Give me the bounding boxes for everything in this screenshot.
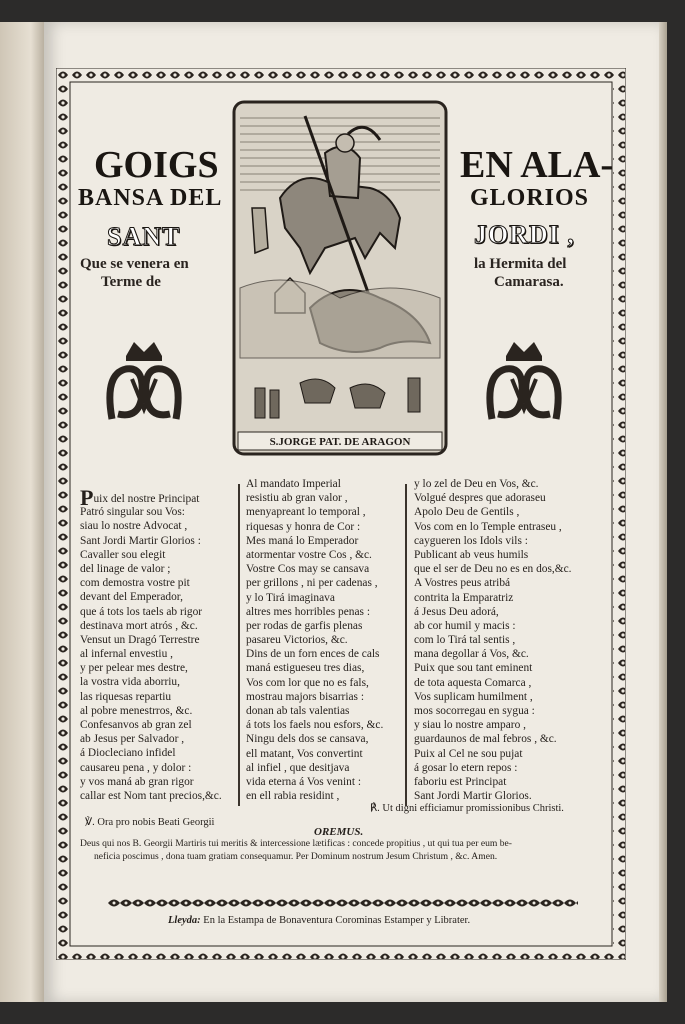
verse-line: Vos com lor que no es fals,: [246, 676, 369, 689]
verse-line: las riquesas repartiu: [80, 690, 172, 703]
verse-line: devant del Emperador,: [80, 591, 183, 604]
title-sant: SANT: [107, 222, 181, 251]
verse-line: com lo Tirá tal sentis ,: [414, 634, 516, 647]
verse-line: del linage de valor ;: [80, 562, 171, 575]
verse-line: que el ser de Deu no es en dos,&c.: [414, 563, 572, 576]
verse-line: Apolo Deu de Gentils ,: [414, 506, 520, 519]
verse-line: resistiu ab gran valor ,: [246, 492, 348, 505]
verse-line: Volgué despres que adoraseu: [414, 492, 546, 505]
verse-line: y vos maná ab gran rigor: [80, 775, 194, 788]
verse-line: y lo zel de Deu en Vos, &c.: [414, 478, 539, 490]
verse-line: ab cor humil y macis :: [414, 619, 516, 632]
verse-line: vida eterna á Vos venint :: [246, 775, 362, 788]
left-page-edge: [0, 22, 44, 1002]
subtitle-right-1: la Hermita del: [474, 256, 567, 272]
verse-line: per rodas de garfis plenas: [246, 619, 363, 632]
verse-line: Cavaller sou elegit: [80, 548, 166, 561]
verse-line: á tots los faels nou esfors, &c.: [246, 719, 384, 732]
verse-column-1: [80, 477, 222, 802]
verse-line: atormentar vostre Cos , &c.: [246, 548, 372, 561]
verse-line: Puix que sou tant eminent: [414, 662, 533, 675]
title-en-ala: EN ALA-: [460, 144, 614, 186]
verse-line: causareu pena , y dolor :: [80, 761, 192, 774]
verse-line: Mes maná lo Emperador: [246, 534, 359, 547]
verse-line: al infiel , que desitjava: [246, 761, 350, 774]
ornamental-rule: [108, 896, 578, 910]
verse-line: contrita la Emparatriz: [414, 591, 514, 604]
verse-line: Ningu dels dos se cansava,: [246, 733, 369, 746]
verse-line: altres mes horribles penas :: [246, 605, 370, 618]
title-bansa-del: BANSA DEL: [78, 185, 223, 211]
verse-line: Al mandato Imperial: [246, 478, 341, 490]
verse-line: de tota aquesta Comarca ,: [414, 676, 532, 689]
verse-line: Patró singular sou Vos:: [80, 506, 185, 519]
verse-line: Vos com en lo Temple entraseu ,: [414, 520, 562, 533]
verse-line: guardaunos de mal febros , &c.: [414, 733, 557, 746]
verse-line: A Vostres peus atribá: [414, 577, 511, 590]
verse-line: al pobre menestrros, &c.: [80, 704, 193, 717]
verse-line: Publicant ab veus humils: [414, 548, 529, 561]
verse-line: á Jesus Deu adorá,: [414, 605, 499, 618]
page-edge: [659, 22, 667, 1002]
verse-line: donan ab tals valentias: [246, 705, 350, 717]
verse-line: siau lo nostre Advocat ,: [80, 520, 188, 533]
crown-icon: [506, 342, 542, 356]
verse-line: Sant Jordi Martir Glorios.: [414, 790, 532, 803]
title-goigs: GOIGS: [94, 144, 219, 186]
verse-line: mos socorregau en sygua :: [414, 705, 535, 717]
saint-george-woodcut: [230, 98, 450, 460]
verse-line: com demostra vostre pit: [80, 577, 190, 590]
subtitle-right-2: Camarasa.: [494, 274, 564, 290]
column-divider: [238, 484, 240, 806]
verse-line: Confesanvos ab gran zel: [80, 719, 192, 731]
title-glorios: GLORIOS: [470, 185, 590, 211]
verse-line: en ell rabia residint ,: [246, 790, 340, 803]
verse-line: Vensut un Dragó Terrestre: [80, 633, 200, 646]
verse-line: que á tots los taels ab rigor: [80, 605, 203, 618]
verse-line: y siau lo nostre amparo ,: [414, 719, 526, 732]
versicle-line: ℣. Ora pro nobis Beati Georgii: [85, 817, 215, 828]
verse-line: menyapreant lo temporal ,: [246, 506, 366, 519]
column-divider: [405, 484, 407, 806]
crowned-monogram-right: [484, 334, 564, 424]
crown-icon: [126, 342, 162, 356]
title-jordi: JORDI ,: [474, 220, 575, 249]
verse-line: Dins de un forn ences de cals: [246, 648, 380, 661]
verse-column-3: [414, 477, 572, 803]
verse-line: Puix al Cel ne sou pujat: [414, 747, 523, 760]
verse-line: caygueren los Idols vils :: [414, 534, 528, 547]
verse-column-2: [246, 477, 384, 803]
verse-line: y per pelear mes destre,: [80, 662, 188, 675]
verse-line: al infernal envestiu ,: [80, 648, 173, 661]
verse-line: y lo Tirá imaginava: [246, 591, 335, 604]
verse-line: destinava mort atrós , &c.: [80, 619, 198, 632]
verse-line: pasareu Victorios, &c.: [246, 634, 348, 647]
verse-line: mostrau majors bisarrias :: [246, 690, 364, 703]
verse-line: mana degollar á Vos, &c.: [414, 648, 529, 661]
subtitle-left-1: Que se venera en: [80, 256, 189, 272]
response-line: ℟. Ut digni efficiamur promissionibus Christi.: [370, 803, 564, 814]
verse-line: per grillons , ni per cadenas ,: [246, 577, 378, 590]
subtitle-left-2: Terme de: [101, 274, 161, 290]
verse-line: faboriu est Principat: [414, 775, 507, 788]
imprint: Lleyda: En la Estampa de Bonaventura Corominas Estamper y Librater.: [168, 915, 471, 926]
verse-first-line: Puix del nostre Principat: [80, 485, 200, 510]
verse-line: maná estigueseu tres dias,: [246, 662, 365, 675]
drop-cap: P: [80, 485, 94, 510]
prayer-line-2: neficia poscimus , dona tuam gratiam consequamur. Per Dominum nostrum Jesum Christum , &c. Amen.: [94, 851, 498, 862]
verse-line: Vos suplicam humilment ,: [414, 690, 533, 703]
verse-line: riquesas y honra de Cor :: [246, 520, 361, 533]
verse-line: Vostre Cos may se cansava: [246, 563, 370, 576]
oremus-heading: OREMUS.: [314, 826, 364, 838]
verse-line: ab Jesus per Salvador ,: [80, 733, 185, 746]
prayer-line-1: Deus qui nos B. Georgii Martiris tui meritis & intercessione lætificas : concede propitius , ut qui tua per eum be-: [80, 838, 512, 849]
crowned-monogram-left: [104, 334, 184, 424]
verse-line: Sant Jordi Martir Glorios :: [80, 534, 201, 547]
verse-line: callar est Nom tant precios,&c.: [80, 789, 222, 802]
verse-line: ell matant, Vos convertint: [246, 747, 363, 760]
verse-line: á Diocleciano infidel: [80, 747, 176, 760]
verse-line: la vostra vida aborriu,: [80, 676, 180, 689]
woodcut-caption: S.JORGE PAT. DE ARAGON: [269, 436, 411, 448]
verse-line: á gosar lo etern repos :: [414, 761, 518, 774]
